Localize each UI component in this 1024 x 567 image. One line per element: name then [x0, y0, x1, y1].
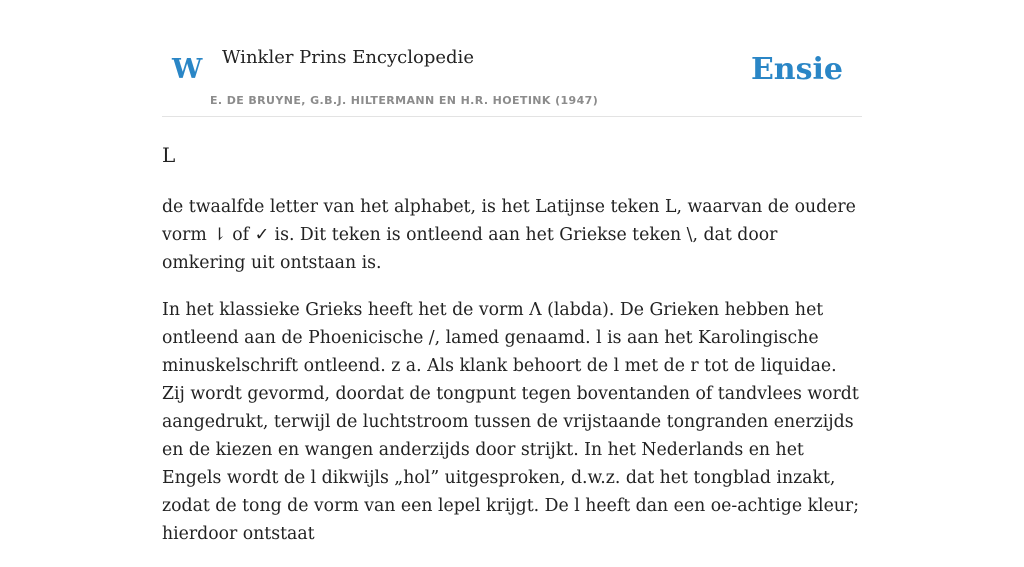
publication-logo: W	[172, 54, 203, 85]
publication-title[interactable]: Winkler Prins Encyclopedie	[222, 47, 474, 68]
entry-paragraph: In het klassieke Grieks heeft het de vorm Λ (labda). De Grieken hebben het ontleend aan de Phoenicische /, lamed genaamd. l is aan het Karolingische minuskelschrift ontleend. z a. Als klank behoort de l met de r tot de liquidae. Zij wordt gevormd, doordat de tongpunt tegen boventanden of tandvlees wordt aangedrukt, terwijl de luchtstroom tussen de vrijstaande tongranden enerzijds en de kiezen en wangen anderzijds door strijkt. In het Nederlands en het Engels wordt de l dikwijls „hol” uitgesproken, d.w.z. dat het tongblad inzakt, zodat de tong de vorm van een lepel krijgt. De l heeft dan een oe-achtige kleur; hierdoor ontstaat	[162, 300, 860, 544]
entry-title: L	[162, 143, 176, 167]
publication-authors: E. DE BRUYNE, G.B.J. HILTERMANN EN H.R. HOETINK (1947)	[210, 94, 599, 107]
ensie-logo-link[interactable]: Ensie	[750, 52, 843, 87]
entry-content	[162, 140, 862, 567]
header	[162, 0, 862, 117]
entry-paragraph: de twaalfde letter van het alphabet, is het Latijnse teken L, waarvan de oudere vorm ⇂ of ✓ is. Dit teken is ontleend aan het Griekse teken \, dat door omkering uit ontstaan is.	[162, 197, 856, 273]
